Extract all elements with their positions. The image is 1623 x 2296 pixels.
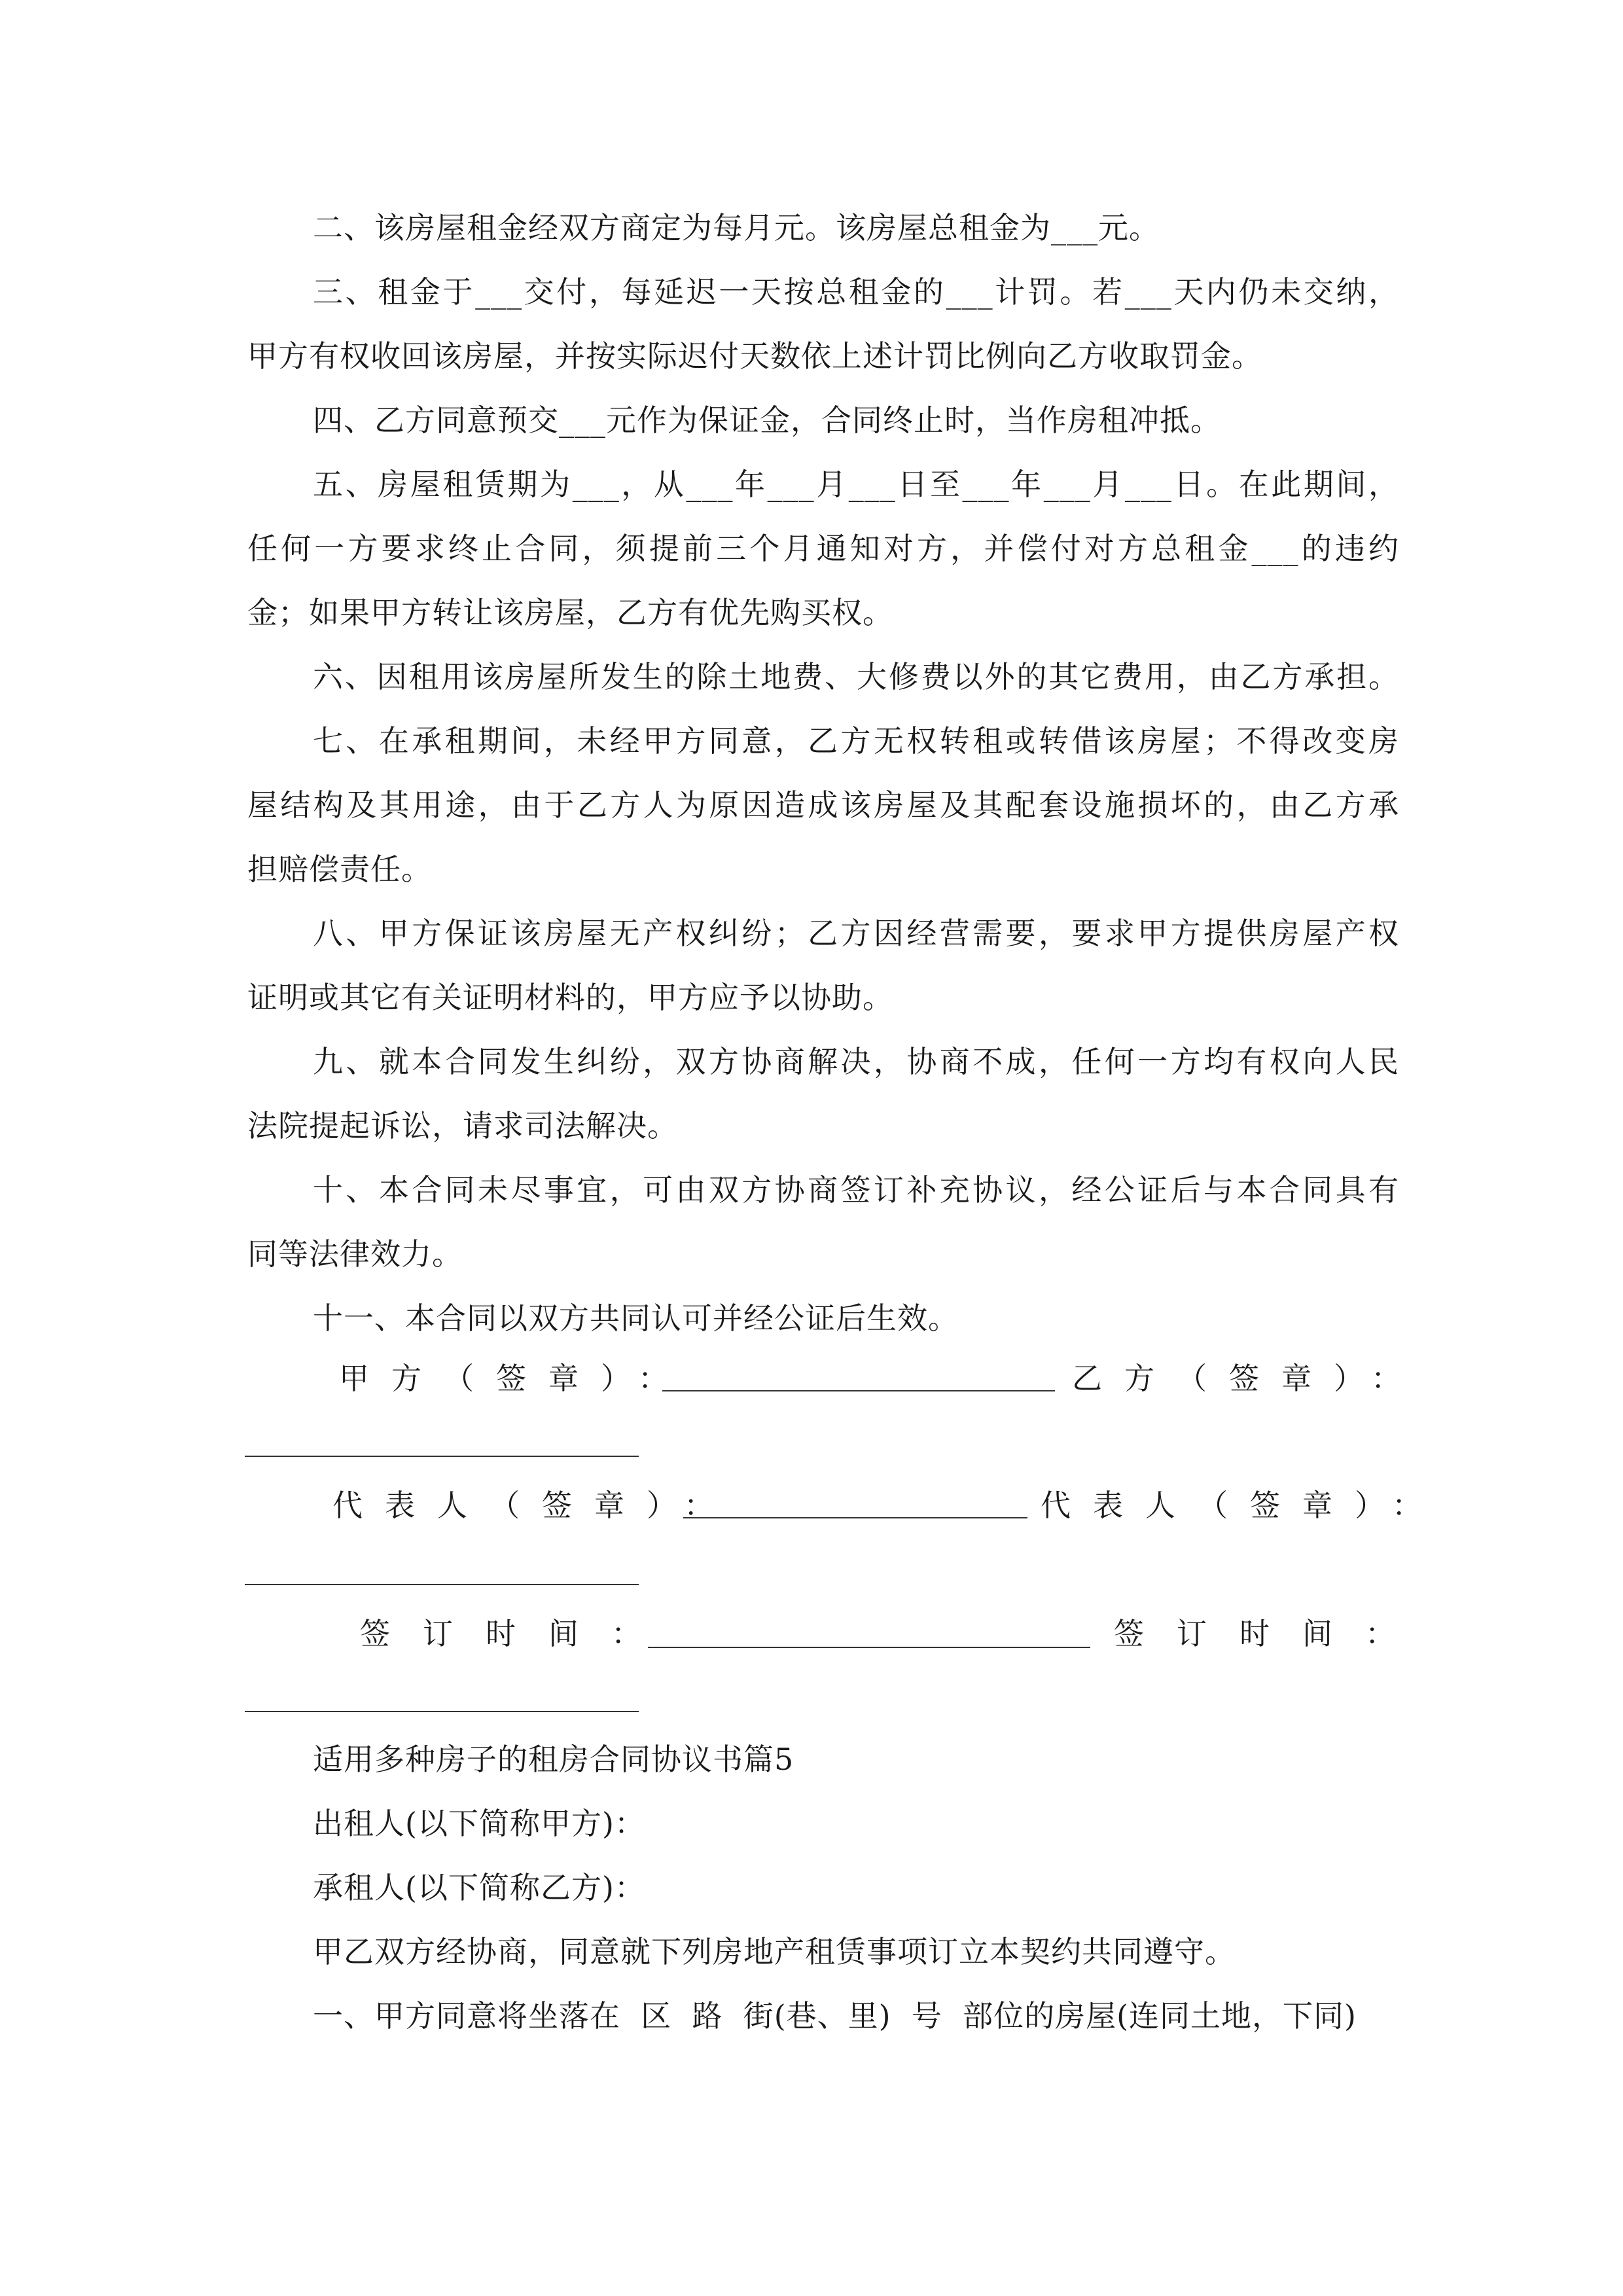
clause-11: 十一、本合同以双方共同认可并经公证后生效。 <box>313 1300 959 1336</box>
agreement-intro: 甲乙双方经协商，同意就下列房地产租赁事项订立本契约共同遵守。 <box>313 1934 1236 1969</box>
clause-7-line-1: 七、在承租期间，未经甲方同意，乙方无权转租或转借该房屋；不得改变房 <box>313 723 1399 759</box>
clause-2: 二、该房屋租金经双方商定为每月元。该房屋总租金为___元。 <box>313 210 1160 245</box>
date-b-label: 签订时间： <box>1114 1616 1428 1651</box>
clause-7-line-2: 屋结构及其用途，由于乙方人为原因造成该房屋及其配套设施损坏的，由乙方承 <box>247 787 1399 823</box>
clause-6: 六、因租用该房屋所发生的除土地费、大修费以外的其它费用，由乙方承担。 <box>313 659 1399 694</box>
party-a-signature-line <box>662 1390 1055 1391</box>
date-a-line <box>648 1647 1090 1648</box>
clause-5-line-3: 金；如果甲方转让该房屋，乙方有优先购买权。 <box>247 595 893 630</box>
clause-5-line-1: 五、房屋租赁期为___，从___年___月___日至___年___月___日。在此期间， <box>313 467 1399 502</box>
clause-3-line-2: 甲方有权收回该房屋，并按实际迟付天数依上述计罚比例向乙方收取罚金。 <box>247 338 1262 374</box>
rep-a-signature-label: 代表人（签章）： <box>332 1488 736 1523</box>
clause-9-line-2: 法院提起诉讼，请求司法解决。 <box>247 1108 678 1143</box>
date-b-line <box>245 1711 639 1712</box>
clause-9-line-1: 九、就本合同发生纠纷，双方协商解决，协商不成，任何一方均有权向人民 <box>313 1044 1399 1079</box>
party-b-signature-line <box>245 1456 639 1457</box>
rep-b-signature-line <box>245 1584 639 1585</box>
clause-8-line-1: 八、甲方保证该房屋无产权纠纷；乙方因经营需要，要求甲方提供房屋产权 <box>313 916 1399 951</box>
clause-10-line-2: 同等法律效力。 <box>247 1236 463 1272</box>
party-b-signature-label: 乙方（签章）： <box>1072 1361 1423 1396</box>
clause-7-line-3: 担赔偿责任。 <box>247 852 432 887</box>
date-a-label: 签订时间： <box>360 1616 674 1651</box>
party-a-signature-label: 甲方（签章）： <box>339 1361 690 1396</box>
clause-10-line-1: 十、本合同未尽事宜，可由双方协商签订补充协议，经公证后与本合同具有 <box>313 1172 1399 1208</box>
section-clause-1: 一、甲方同意将坐落在 区 路 街(巷、里) 号 部位的房屋(连同土地，下同) <box>313 1998 1357 2034</box>
section-title: 适用多种房子的租房合同协议书篇5 <box>313 1742 794 1777</box>
lessor-label: 出租人(以下简称甲方)： <box>313 1806 645 1841</box>
rep-a-signature-line <box>683 1517 1027 1518</box>
clause-5-line-2: 任何一方要求终止合同，须提前三个月通知对方，并偿付对方总租金___的违约 <box>247 531 1399 566</box>
lessee-label: 承租人(以下简称乙方)： <box>313 1870 645 1905</box>
clause-8-line-2: 证明或其它有关证明材料的，甲方应予以协助。 <box>247 980 893 1015</box>
clause-3-line-1: 三、租金于___交付，每延迟一天按总租金的___计罚。若___天内仍未交纳， <box>313 274 1399 310</box>
clause-4: 四、乙方同意预交___元作为保证金，合同终止时，当作房租冲抵。 <box>313 403 1221 438</box>
rep-b-signature-label: 代表人（签章）： <box>1041 1488 1444 1523</box>
